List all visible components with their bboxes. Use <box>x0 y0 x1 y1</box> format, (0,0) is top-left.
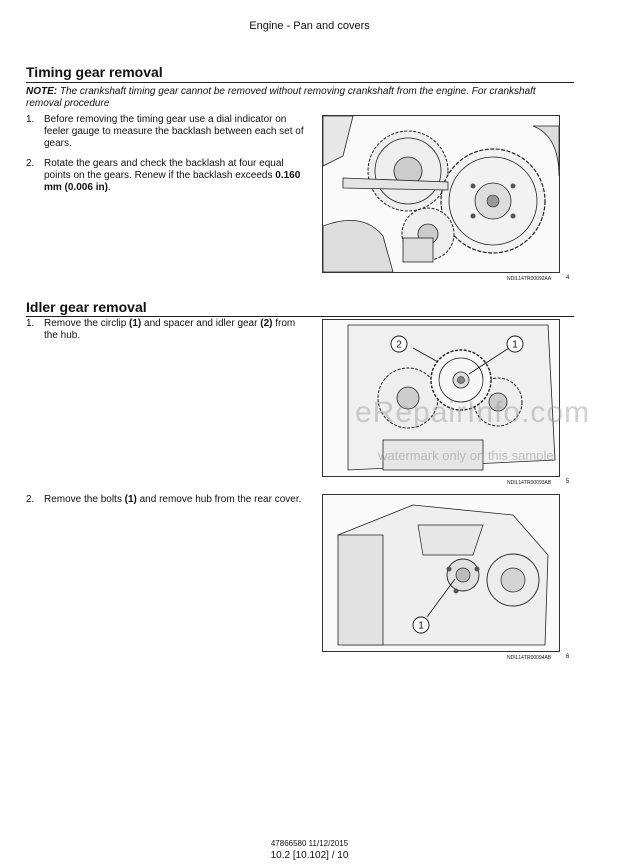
callout-label-1: 1 <box>512 339 518 351</box>
step-number: 2. <box>26 158 35 169</box>
step-text: Before removing the timing gear use a dial indicator on feeler gauge to measure the backlash between each set of gears. <box>44 114 304 149</box>
watermark-site: eRepairInfo.com <box>355 396 591 429</box>
figure-number: 5 <box>566 479 570 485</box>
timing-step-1 <box>26 114 306 152</box>
step-number: 1. <box>26 318 35 329</box>
step-text-part: from the hub. <box>44 318 296 341</box>
page-header: Engine - Pan and covers <box>249 20 370 32</box>
section-title-idler-gear: Idler gear removal <box>26 299 147 315</box>
step-text-part: . <box>107 182 111 193</box>
step-number: 1. <box>26 114 35 125</box>
callout-label-2: 2 <box>396 339 402 351</box>
step-text-part: Rotate the gears and check the backlash at four equal points on the gears. Renew if the backlash exceeds <box>44 158 284 181</box>
callout-ref: (2) <box>260 318 273 329</box>
note <box>26 86 574 110</box>
step-text <box>44 158 306 194</box>
timing-step-2 <box>26 158 306 198</box>
note-text: The crankshaft timing gear cannot be removed without removing crankshaft from the engine. For crankshaft removal procedure <box>26 86 536 109</box>
figure-timing-gears <box>322 115 560 273</box>
figure-caption: NDIL14TR00092AA <box>507 276 552 282</box>
note-label: NOTE: <box>26 86 58 97</box>
step-text-part: and remove hub from the rear cover. <box>136 494 302 505</box>
callout-ref: (1) <box>124 494 137 505</box>
step-text-part: and spacer and idler gear <box>141 318 261 329</box>
step-text-part: Remove the circlip <box>44 318 130 329</box>
figure-number: 4 <box>566 275 570 281</box>
section-rule <box>26 316 574 317</box>
figure-hub-bolts <box>322 494 560 652</box>
footer-doc-id: 47866580 11/12/2015 <box>270 839 349 848</box>
backlash-limit: 0.160 mm (0.006 in) <box>44 170 301 193</box>
step-text <box>44 494 306 506</box>
figure-caption: NDIL14TR00094AB <box>507 655 552 661</box>
timing-gears-illustration <box>323 116 559 272</box>
hub-bolts-illustration <box>323 495 559 651</box>
section-title-timing-gear: Timing gear removal <box>26 64 163 80</box>
callout-label-1: 1 <box>418 620 424 632</box>
idler-step-2 <box>26 494 306 520</box>
step-number: 2. <box>26 494 35 505</box>
step-text-part: Remove the bolts <box>44 494 125 505</box>
figure-number: 6 <box>566 654 570 660</box>
section-rule <box>26 82 574 83</box>
callout-ref: (1) <box>129 318 142 329</box>
footer-page-number: 10.2 [10.102] / 10 <box>270 850 349 861</box>
watermark-note: watermark only on this sample <box>378 448 554 463</box>
figure-caption: NDIL14TR00093AB <box>507 480 552 486</box>
idler-step-1 <box>26 318 306 344</box>
step-text <box>44 318 306 342</box>
